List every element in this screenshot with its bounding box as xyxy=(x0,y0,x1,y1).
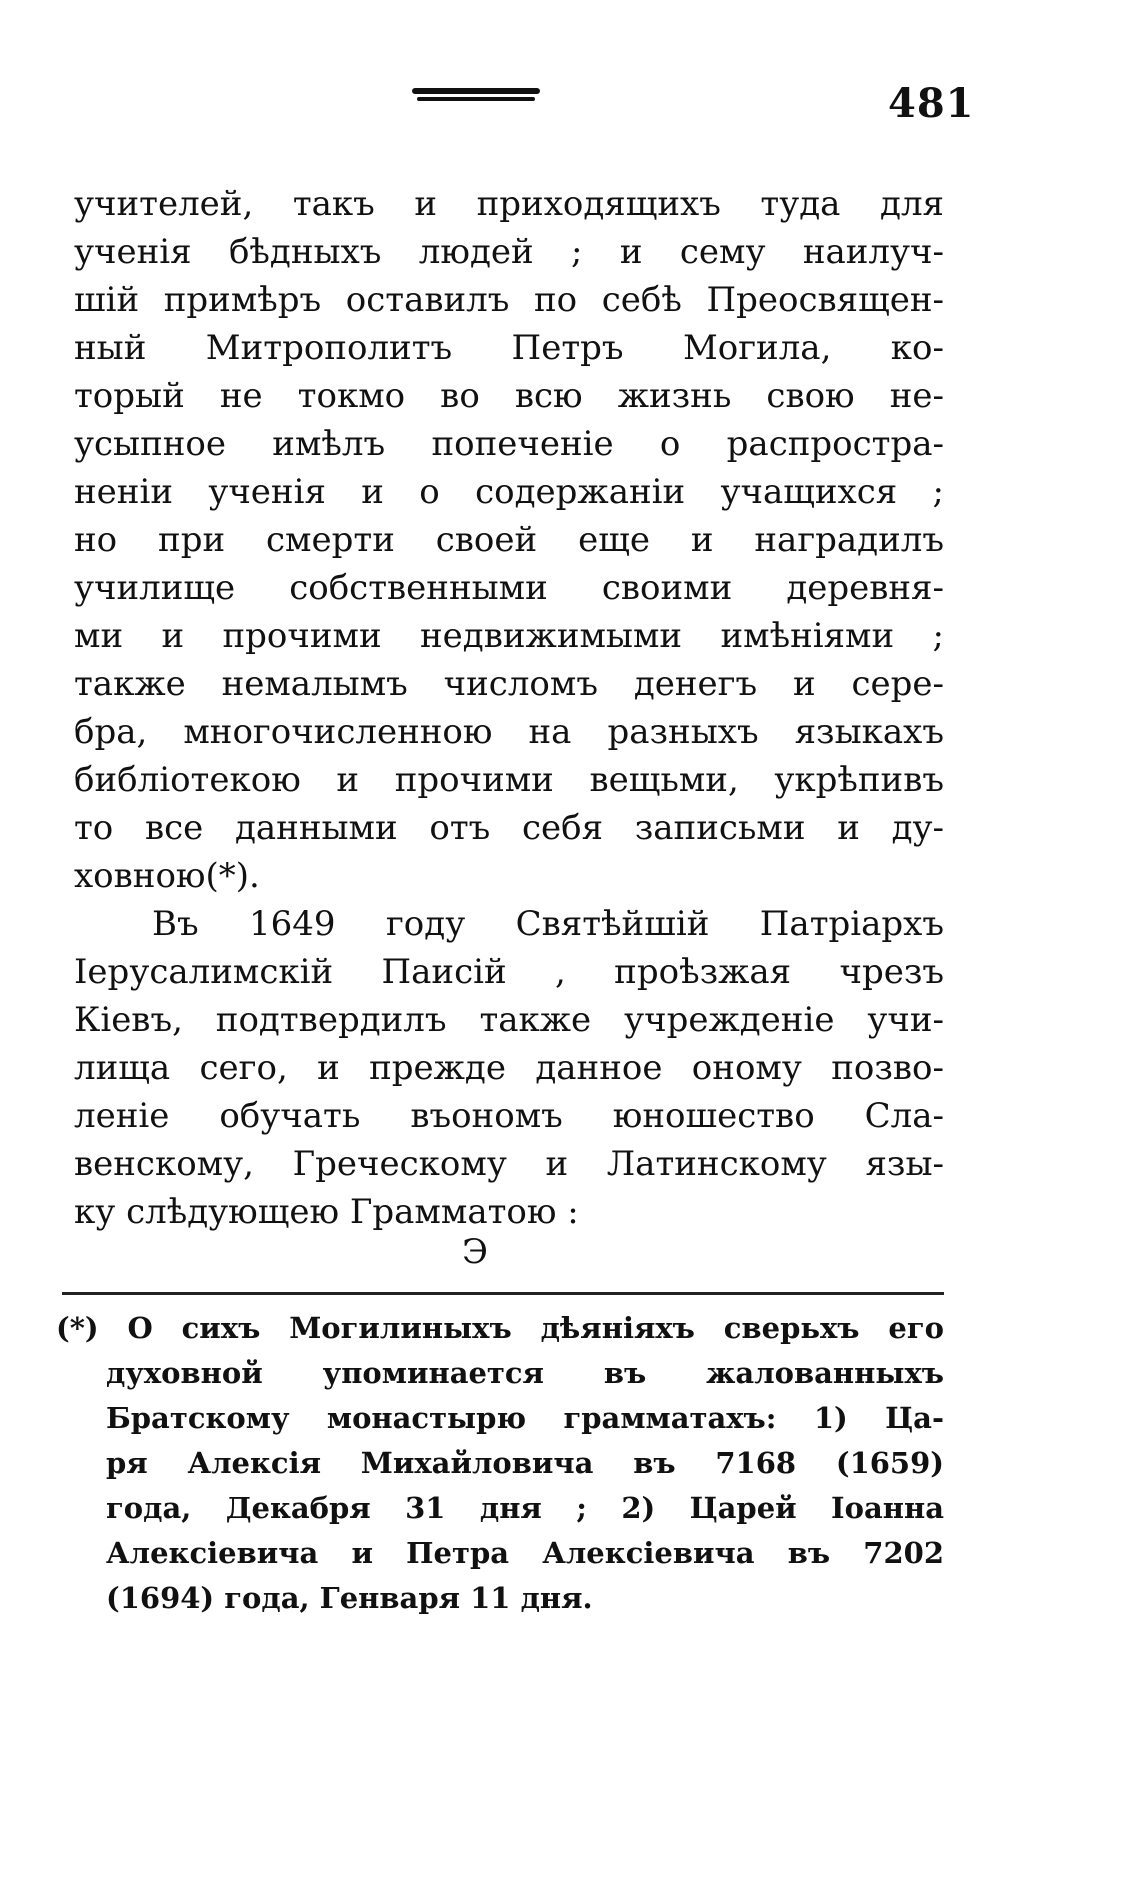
ornament-bar-top xyxy=(412,88,540,94)
footnote-block xyxy=(56,1306,944,1621)
footnote-line: духовной упоминается въ жалованныхъ xyxy=(106,1356,944,1390)
footnote-line: ря Алексія Михайловича въ 7168 (1659) xyxy=(106,1446,944,1480)
paragraph-start-line: Въ 1649 году Святѣйшій Патріархъ xyxy=(152,904,944,944)
text-line: Кіевъ, подтвердилъ также учрежденіе учи- xyxy=(74,1000,944,1040)
text-line: шій примѣръ оставилъ по себѣ Преосвящен- xyxy=(74,280,944,320)
text-line: но при смерти своей еще и наградилъ xyxy=(74,520,944,560)
text-line: бра, многочисленною на разныхъ языкахъ xyxy=(74,712,944,752)
text-line: библіотекою и прочими вещьми, укрѣпивъ xyxy=(74,760,944,800)
ornament-bar-bottom xyxy=(417,97,535,101)
footnote-line: Братскому монастырю грамматахъ: 1) Ца- xyxy=(106,1401,944,1435)
text-line: ми и прочими недвижимыми имѣніями ; xyxy=(74,616,944,656)
text-line: венскому, Греческому и Латинскому язы- xyxy=(74,1144,944,1184)
text-line: неніи ученія и о содержаніи учащихся ; xyxy=(74,472,944,512)
footnote-divider xyxy=(62,1292,944,1295)
footnote-line: (*) О сихъ Могилиныхъ дѣяніяхъ сверьхъ его xyxy=(56,1311,944,1345)
catchword: Э xyxy=(462,1232,489,1272)
main-text-block xyxy=(74,180,944,1236)
text-line: то все данными отъ себя записьми и ду- xyxy=(74,808,944,848)
page-number: 481 xyxy=(888,80,975,127)
header-ornament-rule xyxy=(412,84,540,106)
text-line: учителей, такъ и приходящихъ туда для xyxy=(74,184,944,224)
text-line: также немалымъ числомъ денегъ и сере- xyxy=(74,664,944,704)
text-line: ку слѣдующею Грамматою : xyxy=(74,1192,579,1232)
text-line: торый не токмо во всю жизнь свою не- xyxy=(74,376,944,416)
footnote-line: Алексіевича и Петра Алексіевича въ 7202 xyxy=(106,1536,944,1570)
text-line: Іерусалимскій Паисій , проѣзжая чрезъ xyxy=(74,952,944,992)
footnote-line: (1694) года, Генваря 11 дня. xyxy=(106,1581,593,1615)
text-line: училище собственными своими деревня- xyxy=(74,568,944,608)
text-line: леніе обучать въономъ юношество Сла- xyxy=(74,1096,944,1136)
text-line: лища сего, и прежде данное оному позво- xyxy=(74,1048,944,1088)
text-line: усыпное имѣлъ попеченіе о распростра- xyxy=(74,424,944,464)
text-line: ный Митрополитъ Петръ Могила, ко- xyxy=(74,328,944,368)
text-line: ховною(*). xyxy=(74,856,260,896)
footnote-line: года, Декабря 31 дня ; 2) Царей Іоанна xyxy=(106,1491,944,1525)
text-line: ученія бѣдныхъ людей ; и сему наилуч- xyxy=(74,232,944,272)
